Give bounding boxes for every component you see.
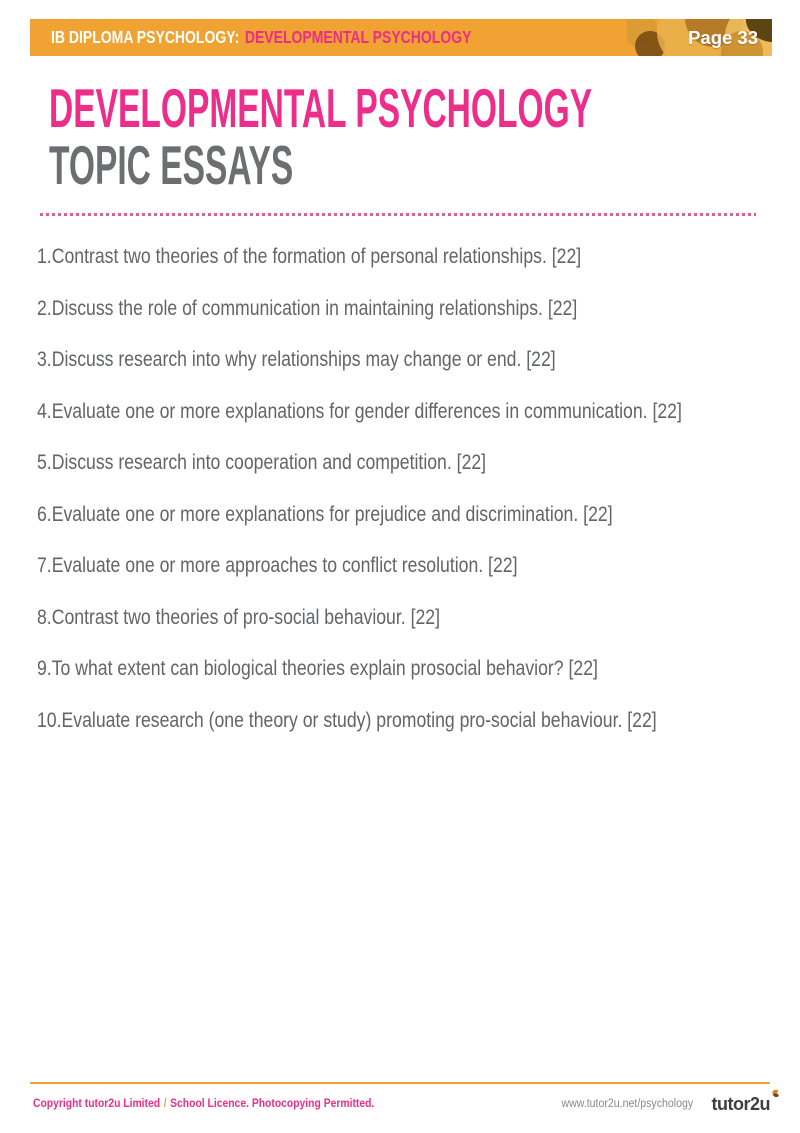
- page-title-topic: DEVELOPMENTAL PSYCHOLOGY: [49, 77, 593, 139]
- copyright-owner: Copyright tutor2u Limited: [33, 1098, 161, 1110]
- copyright-separator: /: [163, 1098, 167, 1110]
- header-bar: [30, 19, 772, 56]
- footer: [33, 1091, 770, 1117]
- essay-item: 6.Evaluate one or more explanations for prejudice and discrimination. [22]: [37, 502, 613, 526]
- essay-item: 7.Evaluate one or more approaches to conflict resolution. [22]: [37, 554, 518, 577]
- tutor2u-logo-text: tutor2u: [711, 1093, 770, 1114]
- header-topic-label: DEVELOPMENTAL PSYCHOLOGY: [244, 27, 472, 47]
- header-course-label: IB DIPLOMA PSYCHOLOGY:: [51, 27, 240, 47]
- page-title-subtitle: TOPIC ESSAYS: [49, 134, 294, 196]
- tutor2u-logo-mark-icon: [767, 1089, 779, 1101]
- essay-item: 8.Contrast two theories of pro-social behaviour. [22]: [37, 605, 441, 629]
- page-title: [49, 77, 800, 196]
- essay-question-list: [37, 246, 780, 761]
- dotted-divider: [40, 213, 756, 216]
- footer-divider: [30, 1082, 770, 1084]
- tutor2u-logo: [712, 1094, 771, 1115]
- licence-text: School Licence. Photocopying Permitted.: [170, 1098, 375, 1110]
- essay-item: 1.Contrast two theories of the formation of personal relationships. [22]: [37, 245, 582, 268]
- essay-item: 4.Evaluate one or more explanations for gender differences in communication. [22]: [37, 399, 682, 423]
- copyright-text: [33, 1098, 374, 1110]
- essay-item: 2.Discuss the role of communication in maintaining relationships. [22]: [37, 296, 578, 320]
- header-title: [51, 19, 471, 56]
- essay-item: 5.Discuss research into cooperation and competition. [22]: [37, 451, 487, 474]
- essay-item: 3.Discuss research into why relationships may change or end. [22]: [37, 348, 556, 371]
- website-url: www.tutor2u.net/psychology: [561, 1098, 694, 1110]
- essay-item: 9.To what extent can biological theories explain prosocial behavior? [22]: [37, 657, 598, 680]
- essay-item: 10.Evaluate research (one theory or study) promoting pro-social behaviour. [22]: [37, 708, 657, 732]
- page-number: Page 33: [688, 26, 758, 48]
